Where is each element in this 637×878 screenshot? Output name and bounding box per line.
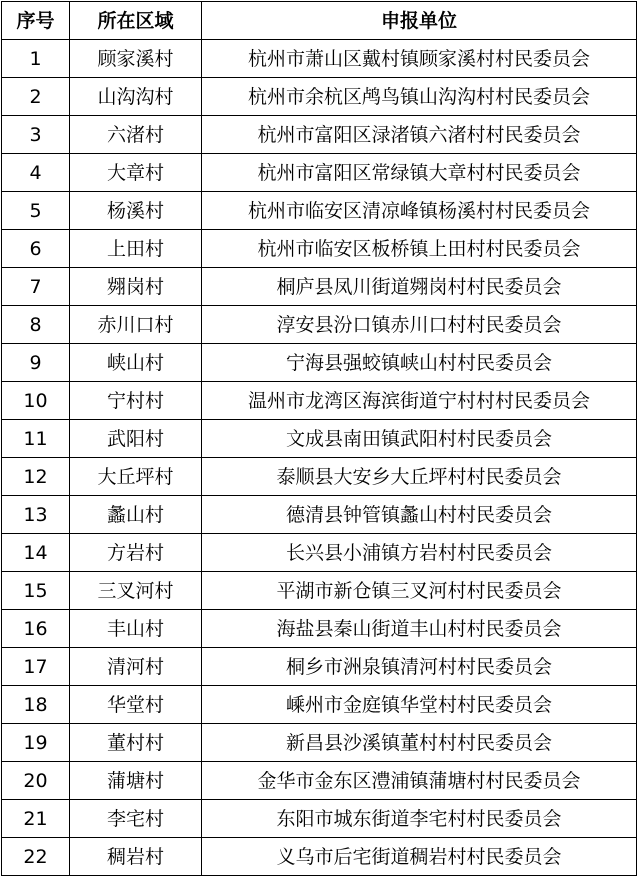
row-applicant: 义乌市后宅街道稠岩村村民委员会	[202, 838, 637, 876]
row-area: 方岩村	[70, 534, 202, 572]
row-index: 16	[2, 610, 70, 648]
row-area: 赤川口村	[70, 306, 202, 344]
table-row	[2, 762, 637, 800]
table-row	[2, 40, 637, 78]
table-row	[2, 344, 637, 382]
row-index: 3	[2, 116, 70, 154]
table-body	[2, 40, 637, 876]
row-index: 14	[2, 534, 70, 572]
row-index: 19	[2, 724, 70, 762]
table-row	[2, 458, 637, 496]
table-row	[2, 800, 637, 838]
row-area: 稠岩村	[70, 838, 202, 876]
row-applicant: 杭州市富阳区渌渚镇六渚村村民委员会	[202, 116, 637, 154]
row-applicant: 杭州市临安区板桥镇上田村村民委员会	[202, 230, 637, 268]
row-applicant: 杭州市余杭区鸬鸟镇山沟沟村村民委员会	[202, 78, 637, 116]
row-area: 蠡山村	[70, 496, 202, 534]
table-row	[2, 230, 637, 268]
row-index: 7	[2, 268, 70, 306]
row-area: 顾家溪村	[70, 40, 202, 78]
row-index: 1	[2, 40, 70, 78]
row-area: 蒲塘村	[70, 762, 202, 800]
village-list-table	[1, 1, 637, 876]
row-index: 8	[2, 306, 70, 344]
row-applicant: 泰顺县大安乡大丘坪村村民委员会	[202, 458, 637, 496]
table-row	[2, 534, 637, 572]
row-area: 山沟沟村	[70, 78, 202, 116]
table-row	[2, 648, 637, 686]
table-row	[2, 192, 637, 230]
table-row	[2, 496, 637, 534]
row-area: 三叉河村	[70, 572, 202, 610]
row-applicant: 德清县钟管镇蠡山村村民委员会	[202, 496, 637, 534]
row-index: 21	[2, 800, 70, 838]
table-row	[2, 610, 637, 648]
row-index: 4	[2, 154, 70, 192]
table-row	[2, 154, 637, 192]
header-index: 序号	[2, 2, 70, 40]
row-applicant: 杭州市临安区清凉峰镇杨溪村村民委员会	[202, 192, 637, 230]
row-applicant: 嵊州市金庭镇华堂村村民委员会	[202, 686, 637, 724]
row-index: 20	[2, 762, 70, 800]
row-applicant: 长兴县小浦镇方岩村村民委员会	[202, 534, 637, 572]
row-area: 李宅村	[70, 800, 202, 838]
row-index: 18	[2, 686, 70, 724]
row-area: 杨溪村	[70, 192, 202, 230]
table-row	[2, 116, 637, 154]
row-index: 17	[2, 648, 70, 686]
row-applicant: 东阳市城东街道李宅村村民委员会	[202, 800, 637, 838]
table-row	[2, 838, 637, 876]
row-applicant: 海盐县秦山街道丰山村村民委员会	[202, 610, 637, 648]
row-index: 10	[2, 382, 70, 420]
row-area: 六渚村	[70, 116, 202, 154]
row-index: 2	[2, 78, 70, 116]
row-applicant: 宁海县强蛟镇峡山村村民委员会	[202, 344, 637, 382]
row-applicant: 新昌县沙溪镇董村村村民委员会	[202, 724, 637, 762]
row-applicant: 温州市龙湾区海滨街道宁村村村民委员会	[202, 382, 637, 420]
row-index: 13	[2, 496, 70, 534]
row-area: 武阳村	[70, 420, 202, 458]
row-index: 9	[2, 344, 70, 382]
header-area: 所在区域	[70, 2, 202, 40]
row-area: 清河村	[70, 648, 202, 686]
table-row	[2, 268, 637, 306]
row-applicant: 杭州市富阳区常绿镇大章村村民委员会	[202, 154, 637, 192]
row-applicant: 杭州市萧山区戴村镇顾家溪村村民委员会	[202, 40, 637, 78]
row-applicant: 淳安县汾口镇赤川口村村民委员会	[202, 306, 637, 344]
table-row	[2, 306, 637, 344]
row-index: 6	[2, 230, 70, 268]
row-index: 11	[2, 420, 70, 458]
table-row	[2, 724, 637, 762]
table-row	[2, 572, 637, 610]
row-applicant: 桐乡市洲泉镇清河村村民委员会	[202, 648, 637, 686]
table-row	[2, 686, 637, 724]
row-index: 15	[2, 572, 70, 610]
row-applicant: 平湖市新仓镇三叉河村村民委员会	[202, 572, 637, 610]
table-row	[2, 420, 637, 458]
table-row	[2, 78, 637, 116]
header-applicant: 申报单位	[202, 2, 637, 40]
row-area: 宁村村	[70, 382, 202, 420]
row-applicant: 金华市金东区澧浦镇蒲塘村村民委员会	[202, 762, 637, 800]
table-header	[2, 2, 637, 40]
row-area: 大章村	[70, 154, 202, 192]
header-row	[2, 2, 637, 40]
row-index: 12	[2, 458, 70, 496]
row-area: 华堂村	[70, 686, 202, 724]
row-applicant: 文成县南田镇武阳村村民委员会	[202, 420, 637, 458]
table-row	[2, 382, 637, 420]
row-index: 22	[2, 838, 70, 876]
row-applicant: 桐庐县凤川街道翙岗村村民委员会	[202, 268, 637, 306]
row-index: 5	[2, 192, 70, 230]
row-area: 董村村	[70, 724, 202, 762]
row-area: 大丘坪村	[70, 458, 202, 496]
row-area: 峡山村	[70, 344, 202, 382]
row-area: 丰山村	[70, 610, 202, 648]
row-area: 翙岗村	[70, 268, 202, 306]
row-area: 上田村	[70, 230, 202, 268]
